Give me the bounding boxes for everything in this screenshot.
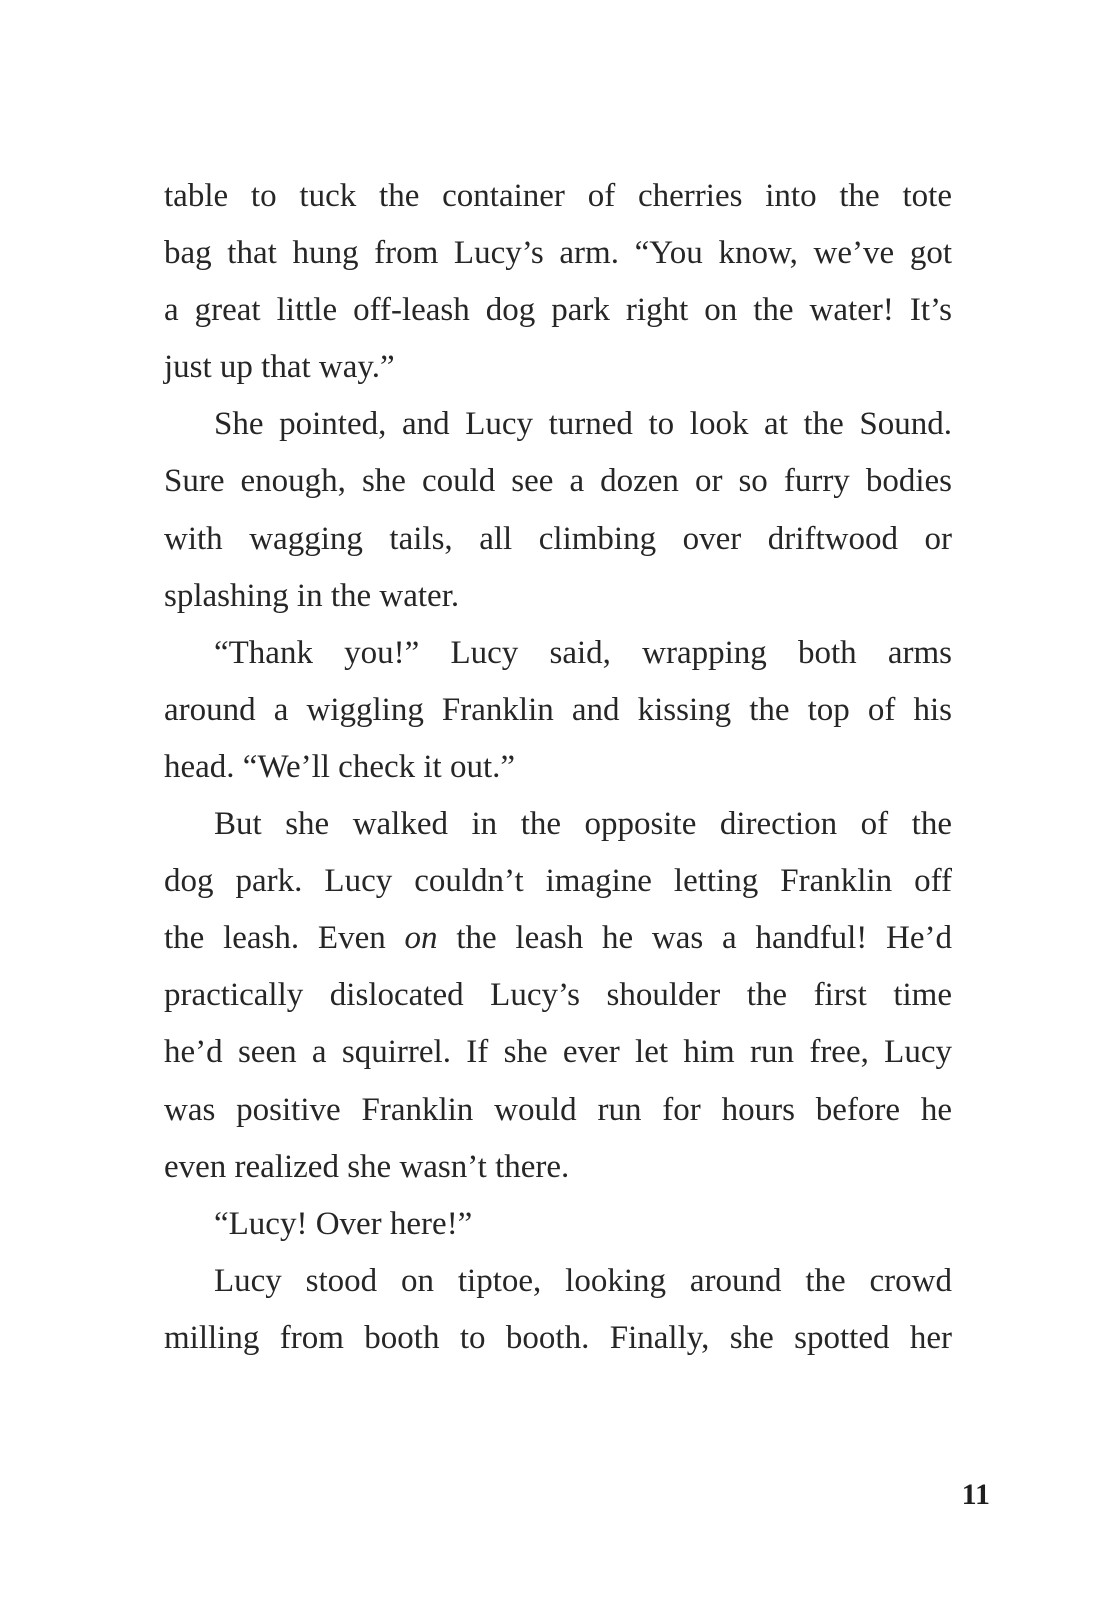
text-line: a great little off-leash dog park right on the water! It’s — [164, 292, 952, 329]
text-line: milling from booth to booth. Finally, she spotted her — [164, 1319, 952, 1356]
text-line-with-italic — [164, 910, 952, 967]
text-line: Sure enough, she could see a dozen or so furry bodies — [164, 463, 952, 500]
text-line: dog park. Lucy couldn’t imagine letting Franklin off — [164, 863, 952, 900]
text-line: practically dislocated Lucy’s shoulder the first time — [164, 977, 952, 1014]
italic-emphasis: on — [404, 920, 438, 957]
text-line: bag that hung from Lucy’s arm. “You know, we’ve got — [164, 235, 952, 272]
text-line: But she walked in the opposite direction of the — [214, 806, 952, 843]
text-segment: the leash he was a handful! He’d — [437, 920, 952, 957]
text-line: splashing in the water. — [164, 577, 460, 614]
text-line: with wagging tails, all climbing over driftwood or — [164, 520, 952, 557]
text-line: “Thank you!” Lucy said, wrapping both arms — [214, 634, 952, 671]
text-line: head. “We’ll check it out.” — [164, 748, 516, 785]
text-line: was positive Franklin would run for hours before he — [164, 1091, 952, 1128]
text-line: even realized she wasn’t there. — [164, 1148, 570, 1185]
text-line: around a wiggling Franklin and kissing the top of his — [164, 691, 952, 728]
page-number: 11 — [961, 1478, 990, 1511]
text-line: he’d seen a squirrel. If she ever let him run free, Lucy — [164, 1034, 952, 1071]
text-line: Lucy stood on tiptoe, looking around the crowd — [214, 1262, 952, 1299]
body-text — [164, 168, 952, 1367]
text-segment: the leash. Even — [164, 920, 405, 957]
text-line: table to tuck the container of cherries into the tote — [164, 178, 952, 214]
text-line: “Lucy! Over here!” — [214, 1205, 473, 1242]
text-line: just up that way.” — [164, 349, 395, 386]
text-line: She pointed, and Lucy turned to look at the Sound. — [214, 406, 952, 443]
